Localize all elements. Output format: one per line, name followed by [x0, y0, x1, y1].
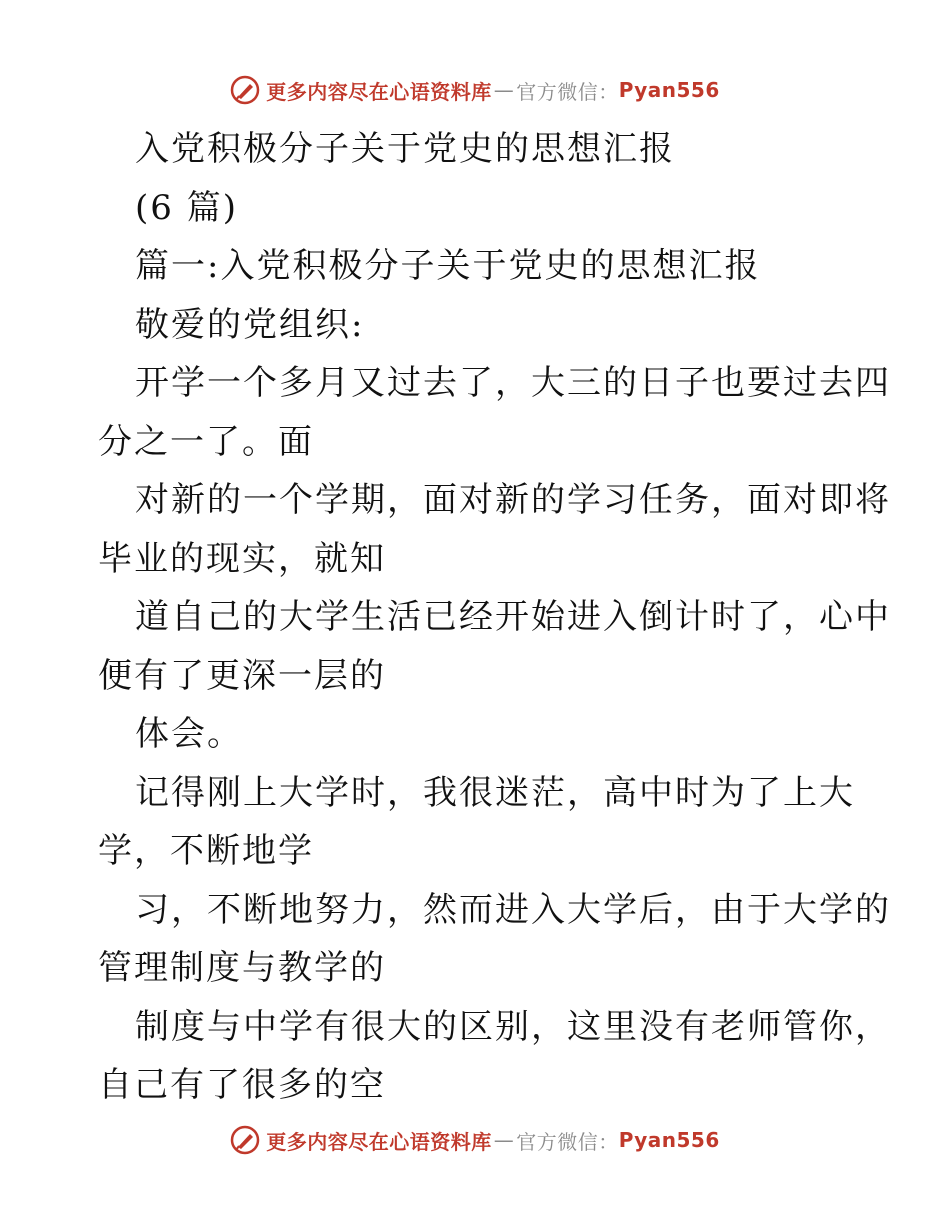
paragraph-line: 道自己的大学生活已经开始进入倒计时了，心中	[135, 597, 891, 637]
document-body	[98, 120, 891, 1115]
document-subtitle: (6 篇)	[135, 187, 238, 228]
quill-pen-logo-icon	[230, 75, 260, 105]
watermark-brand-text: 更多内容尽在心语资料库	[266, 1129, 492, 1154]
paragraph-line: 制度与中学有很大的区别，这里没有老师管你，	[135, 1006, 891, 1047]
paragraph-line: 管理制度与教学的	[98, 948, 386, 988]
watermark-contact-text: 官方微信：	[516, 79, 619, 104]
section-heading: 篇一:入党积极分子关于党史的思想汇报	[135, 246, 761, 286]
paragraph-line: 自己有了很多的空	[98, 1065, 386, 1105]
watermark-contact-text: 官方微信：	[516, 1129, 619, 1154]
watermark-contact-id: Pyan556	[618, 78, 720, 102]
salutation: 敬爱的党组织:	[135, 304, 365, 345]
watermark-dash: —	[493, 1128, 515, 1152]
footer-watermark	[0, 1120, 950, 1160]
watermark-contact-id: Pyan556	[618, 1128, 720, 1152]
paragraph-line: 便有了更深一层的	[98, 655, 386, 696]
paragraph-line: 开学一个多月又过去了，大三的日子也要过去四	[135, 363, 891, 403]
watermark-dash: —	[493, 78, 515, 102]
paragraph-line: 习，不断地努力，然而进入大学后，由于大学的	[135, 889, 891, 930]
header-watermark	[0, 70, 950, 110]
quill-pen-logo-icon	[230, 1125, 260, 1155]
paragraph-line: 对新的一个学期，面对新的学习任务，面对即将	[135, 480, 891, 520]
paragraph-line: 记得刚上大学时，我很迷茫，高中时为了上大	[135, 772, 855, 813]
paragraph-line: 学，不断地学	[98, 831, 314, 871]
document-title: 入党积极分子关于党史的思想汇报	[135, 129, 675, 169]
paragraph-line: 毕业的现实，就知	[98, 538, 386, 579]
watermark-brand-text: 更多内容尽在心语资料库	[266, 79, 492, 104]
paragraph-line: 体会。	[135, 714, 243, 754]
paragraph-line: 分之一了。面	[98, 421, 314, 462]
